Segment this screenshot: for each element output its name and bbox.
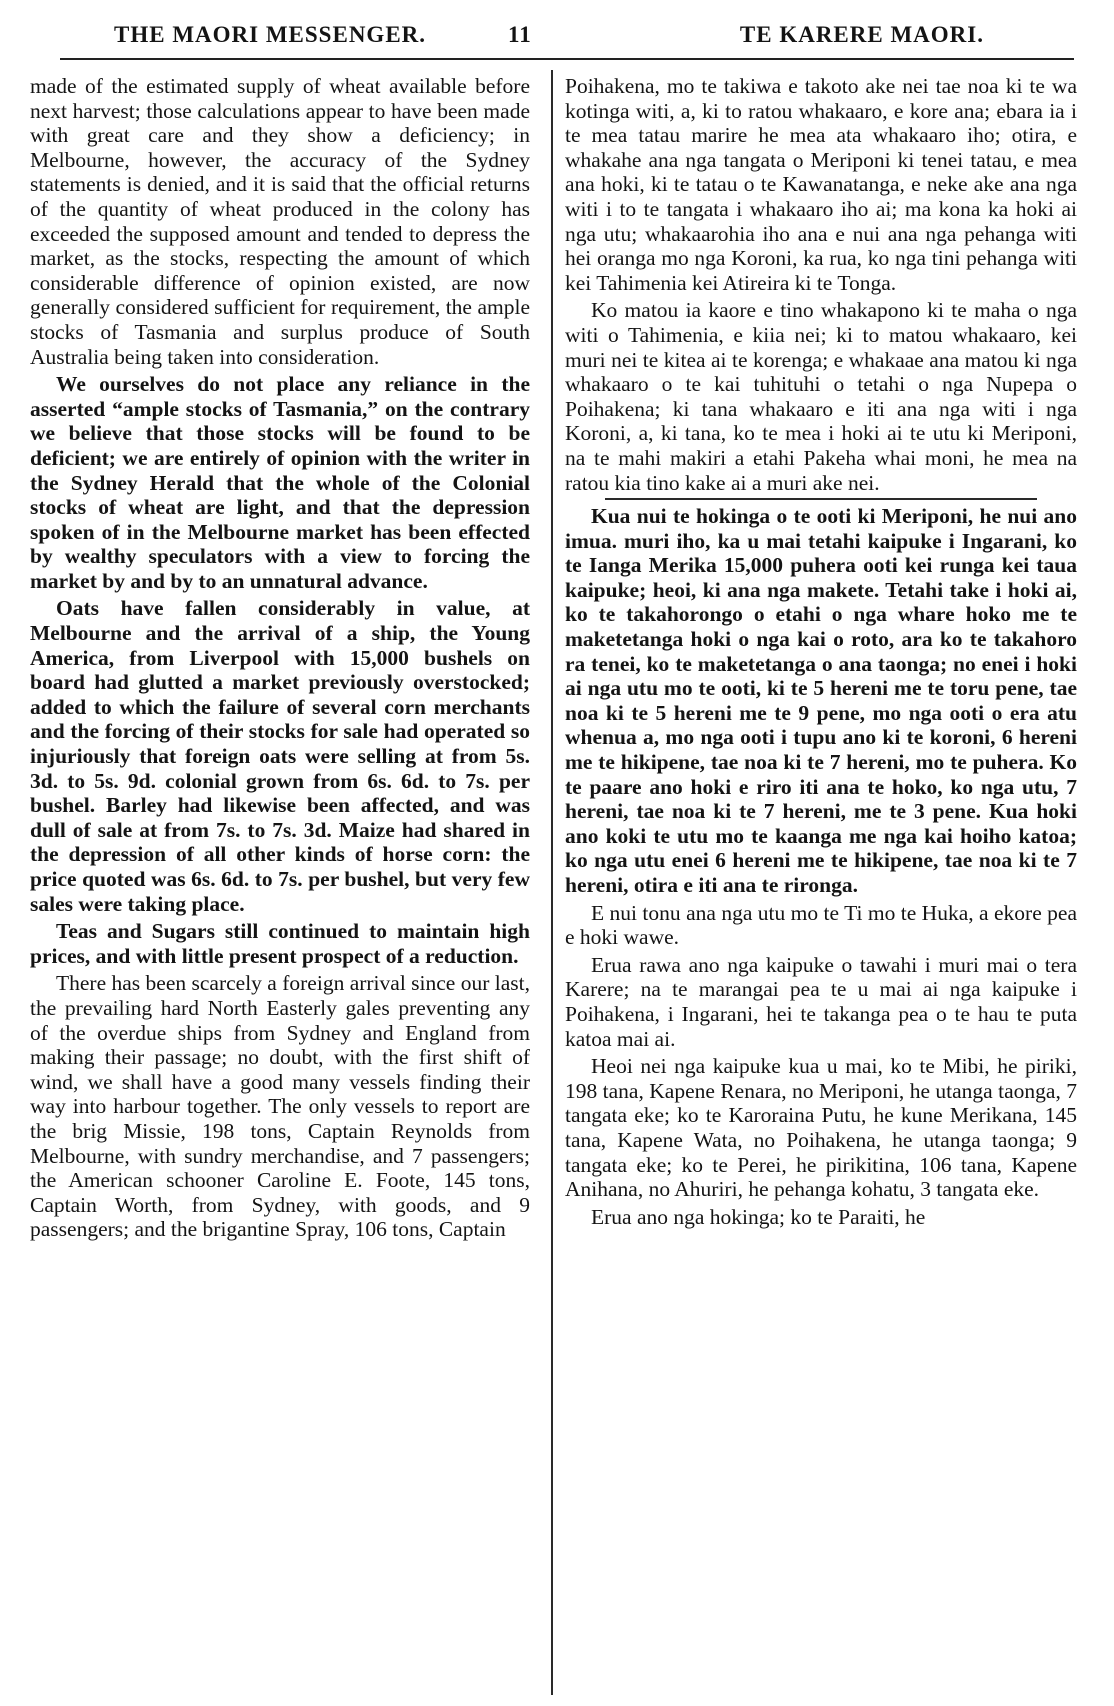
page-header (60, 18, 1074, 58)
paragraph-hokinga: Erua ano nga hokinga; ko te Paraiti, he (591, 1204, 926, 1229)
paragraph-tahimenia: Ko matou ia kaore e tino whakapono ki te maha o nga witi o Tahimenia, e kiia nei; ki to matou whakaaro, kei muri nei te kitea ai te korenga; e whakaae ana matou ki nga whakaaro o te kai tuhituhi o tetahi o nga Nupepa o Poihakena; ki tana whakaaro e iti ana nga witi i nga Koroni, a, ki tana, ko te mea i hoki ai te utu ki Meriponi, na te mahi makiri a etahi Pakeha whai moni, he mea na ratou kia tino kake ai a muri ake nei. (565, 298, 1077, 495)
paragraph-wheat-supply: made of the estimated supply of wheat available before next harvest; those calculations appear to have been made with great care and they show a deficiency; in Melbourne, however, the accuracy of the Sydney statements is denied, and it is said that the official returns of the quantity of wheat produced in the colony has exceeded the supposed amount and tended to depress the market, as the stocks, respecting the amount of which considerable difference of opinion existed, are now generally considered sufficient for requirement, the ample stocks of Tasmania and surplus produce of South Australia being taken into consideration. (30, 74, 530, 369)
paragraph-kaipuke-tawahi: Erua rawa ano nga kaipuke o tawahi i muri mai o tera Karere; na te marangai pea te u mai ai nga kaipuke i Poihakena, i Ingarani, hei te takanga pea o te hau te puta katoa mai ai. (565, 952, 1077, 1051)
column-divider (551, 70, 553, 1695)
paragraph-teas-sugars: Teas and Sugars still continued to maintain high prices, and with little present prospect of a reduction. (30, 919, 530, 968)
paragraph-shipping: There has been scarcely a foreign arrival since our last, the prevailing hard North Easterly gales preventing any of the overdue ships from Sydney and England from making their passage; no doubt, with the first shift of wind, we shall have a good many vessels finding their way into harbour together. The only vessels to report are the brig Missie, 198 tons, Captain Reynolds from Melbourne, with sundry merchandise, and 7 passengers; the American schooner Caroline E. Foote, 145 tons, Captain Worth, from Sydney, with goods, and 9 passengers; and the brigantine Spray, 106 tons, Captain (30, 971, 530, 1242)
section-rule (605, 498, 1037, 500)
english-column (30, 74, 530, 1694)
header-rule (60, 58, 1074, 60)
paragraph-kaipuke-arrivals: Heoi nei nga kaipuke kua u mai, ko te Mibi, he piriki, 198 tana, Kapene Renara, no Meriponi, he utanga taonga, 7 tangata eke; ko te Karoraina Putu, he kune Merikana, 145 tana, Kapene Wata, no Poihakena, he utanga taonga; 9 tangata eke; ko te Perei, he pirikitina, 106 tana, Kapene Anihana, no Ahuriri, he pehanga kohatu, 3 tangata eke. (565, 1054, 1077, 1202)
maori-column (565, 74, 1077, 1694)
maori-masthead-title: TE KARERE MAORI. (739, 22, 984, 47)
english-masthead-title: THE MAORI MESSENGER. (114, 22, 427, 47)
paragraph-oats: Oats have fallen considerably in value, at Melbourne and the arrival of a ship, the Young America, from Liverpool with 15,000 bushels on board had glutted a market previously overstocked; added to which the failure of several corn merchants and the forcing of their stocks for sale had operated so injuriously that foreign oats were selling at from 5s. 3d. to 5s. 9d. colonial grown from 6s. 6d. to 7s. per bushel. Barley had likewise been affected, and was dull of sale at from 7s. to 7s. 3d. Maize had shared in the depression of all other kinds of horse corn: the price quoted was 6s. 6d. to 7s. per bushel, but very few sales were taking place. (30, 596, 530, 916)
paragraph-tasmania-stocks: We ourselves do not place any reliance in the asserted “ample stocks of Tasmania,” on the contrary we believe that those stocks will be found to be deficient; we are entirely of opinion with the writer in the Sydney Herald that the whole of the Colonial stocks of wheat are light, and that the depression spoken of in the Melbourne market has been effected by wealthy speculators with a view to forcing the market by and by to an unnatural advance. (30, 372, 530, 593)
paragraph-ooti: Kua nui te hokinga o te ooti ki Meriponi, he nui ano imua. muri iho, ka u mai tetahi kaipuke i Ingarani, ko te Ianga Merika 15,000 puhera ooti kei runga kei taua kaipuke; heoi, ki ana nga makete. Tetahi take i hoki ai, ko te takahorongo o etahi o nga whare hoko me te maketetanga hoki o nga kai o roto, ara ko te takahoro ra tenei, ko te maketetanga o ana taonga; no enei i hoki ai nga utu mo te ooti, ki te 5 hereni me te toru pene, tae noa ki te 5 hereni me te 9 pene, mo nga ooti o era atu whenua a, mo nga ooti i tupu ano ki te koroni, 6 hereni me te hikipene, tae noa ki te 7 hereni, mo te puhera. Ko te paare ano hoki e riro iti ana te hoko, ko nga utu, 7 hereni, tae noa ki te 7 hereni, me te 3 pene. Kua hoki ano koki te utu mo te kaanga me nga kai hoiho katoa; ko nga utu enei 6 hereni me te hikipene, tae noa ki te 7 hereni, otira e iti ana te rironga. (565, 504, 1077, 897)
paragraph-poihakena: Poihakena, mo te takiwa e takoto ake nei tae noa ki te wa kotinga witi, a, ki to ratou whakaaro, e kore ana; ebara ia i te mea tatau marire he mea ata whakaaro iho; otira, e whakahe ana nga tangata o Meriponi ki tenei tatau, e mea ana hoki, ki te tatau o te Kawanatanga, e neke ake ana nga witi i to te tangata i whakaaro iho ai; ma kona ka hoki ai nga utu; whakaarohia iho ana e nui ana nga pehanga witi hei oranga mo nga Koroni, ka rua, ko nga tini pehanga witi kei Tahimenia kei Atireira ki te Tonga. (565, 74, 1077, 295)
page-number: 11 (508, 22, 532, 47)
paragraph-ti-huka: E nui tonu ana nga utu mo te Ti mo te Huka, a ekore pea e hoki wawe. (565, 900, 1077, 950)
